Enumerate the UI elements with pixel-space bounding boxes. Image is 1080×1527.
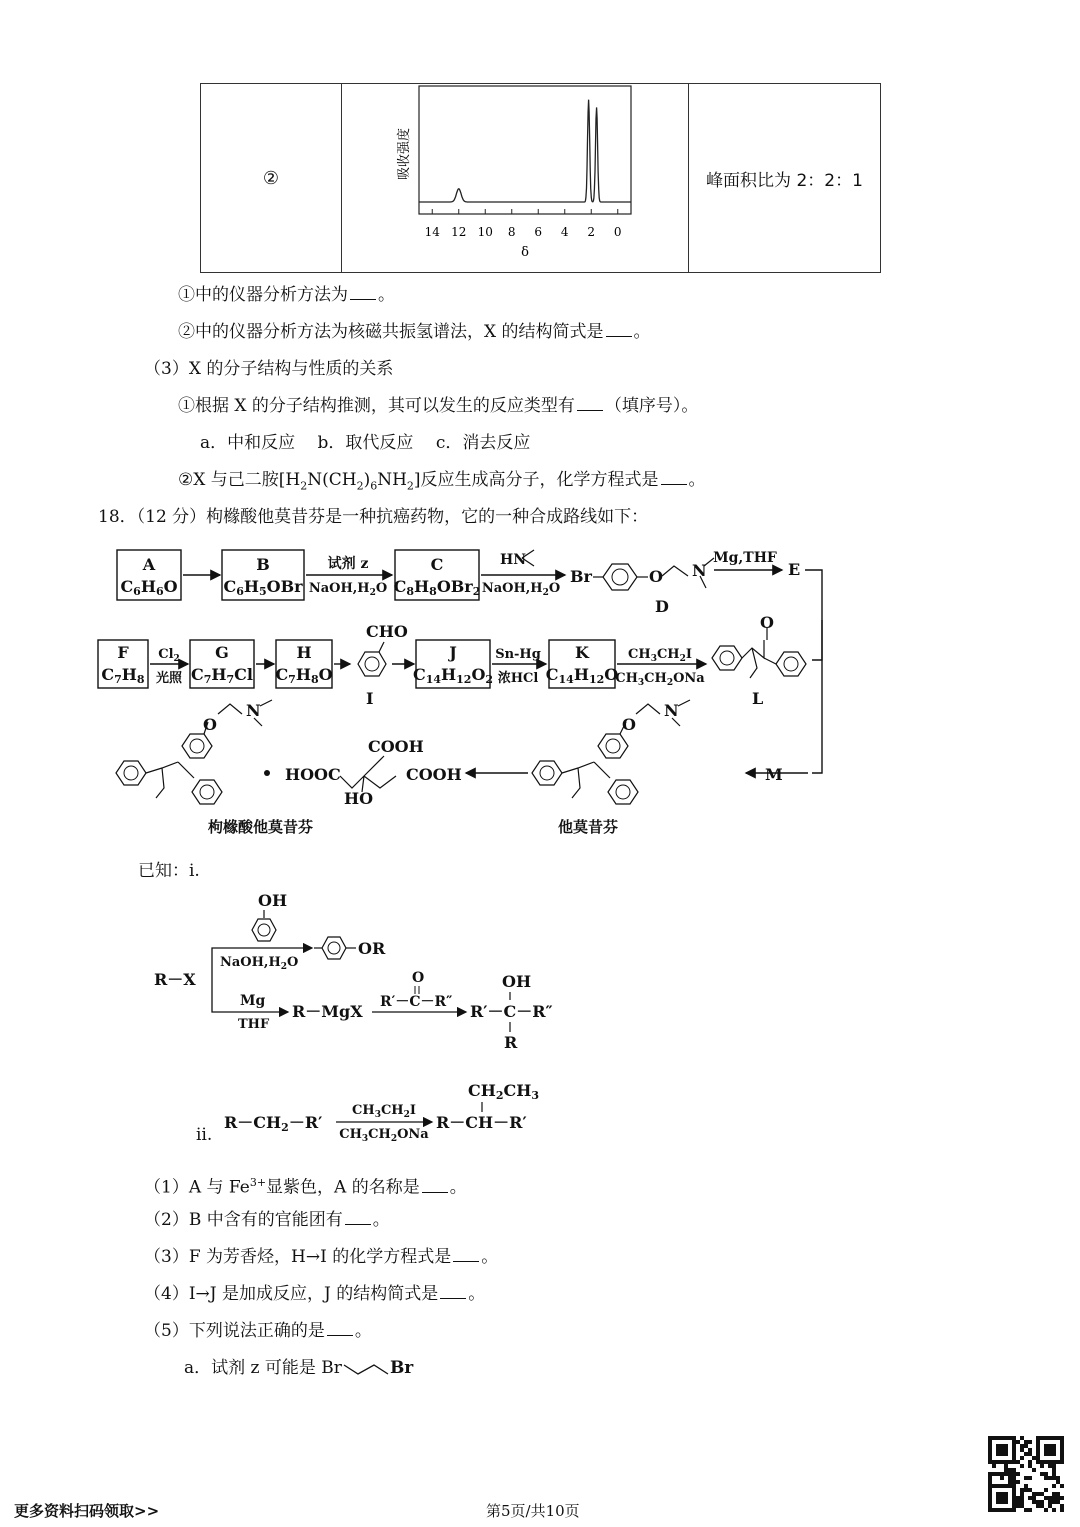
x-tick-label: 2 [587,225,596,239]
ii-ethyl: CH2CH3 [468,1081,540,1102]
answer-blank[interactable] [440,1284,466,1299]
tamoxifen-oxygen: O [622,715,636,734]
q18-s5a: a．试剂 z 可能是 Br Br [184,1358,414,1378]
x-tick-label: 4 [560,225,569,239]
q18-s1: （1）A 与 $Fe^{3+}$显紫色，A 的名称是 。 [144,1176,467,1198]
synthesis-scheme [0,540,1080,850]
answer-blank[interactable] [422,1178,448,1193]
nmr-chart-cell [342,84,689,273]
L-oxygen: O [760,613,774,632]
q17-line1: ①中的仪器分析方法为 。 [178,285,395,305]
y-axis-label: 吸收强度 [397,127,412,181]
label-C: C [430,555,444,574]
tamoxifen-nitrogen: N [664,701,679,720]
label-B: B [256,555,270,574]
label-L: L [752,689,764,708]
ii-left: R－CH2－R′ [224,1113,323,1134]
x-tick-label: 10 [477,225,493,239]
known-reaction-i [140,888,600,1058]
label-G: G [215,643,229,662]
answer-blank[interactable] [350,285,376,300]
reagent-naoh-i: $NaOH,H_2O$ [220,955,299,972]
citric-cooh-right: COOH [406,765,462,784]
reagent-cl2: $Cl_2$ [158,647,180,664]
nmr-spectrum-chart [342,84,688,268]
I-cho: CHO [366,622,408,641]
reagent-etI-2: $CH_3CH_2I$ [352,1103,416,1120]
tamoxifen-name: 他莫昔芬 [558,818,619,836]
x-axis-label: δ [521,245,529,260]
formula-C: C8H8OBr2 [393,577,481,598]
label-K: K [575,643,589,662]
x-tick-label: 0 [613,225,622,239]
citric-hooc: HOOC [285,765,341,784]
D-br: Br [570,567,592,586]
formula-H: C7H8O [275,665,333,686]
reagent-z: 试剂 z [327,556,369,572]
x-tick-label: 6 [534,225,543,239]
answer-blank[interactable] [327,1321,353,1336]
footer-more-resources[interactable]: 更多资料扫码领取>> [14,1502,160,1520]
label-H: H [296,643,312,662]
qr-code-icon[interactable] [988,1436,1064,1512]
x-tick-label: 12 [451,225,467,239]
q18-s2: （2）B 中含有的官能团有 。 [144,1210,390,1230]
rx: R－X [154,970,196,989]
citrate-name: 枸橼酸他莫昔芬 [208,818,314,836]
dibromoethane-zigzag [342,1361,390,1377]
formula-G: C7H7Cl [191,665,253,686]
formula-A: C6H6O [120,577,178,598]
alcohol-r: R [504,1033,518,1052]
alcohol: R′－C－R″ [470,1002,553,1021]
D-nitrogen: N [692,561,707,580]
salt-dot [264,770,270,776]
answer-blank[interactable] [345,1210,371,1225]
known-reaction-ii [220,1072,560,1152]
q17-sub3-1: ①根据 X 的分子结构推测，其可以发生的反应类型有 （填序号）。 [178,396,699,416]
q17-sub3: （3）X 的分子结构与性质的关系 [144,359,394,379]
q18-intro: 18．（12 分）枸橼酸他莫昔芬是一种抗癌药物，它的一种合成路线如下： [98,507,649,527]
x-tick-label: 14 [424,225,440,239]
label-F: F [117,643,129,662]
spectrum-line [419,100,631,202]
citric-cooh-top: COOH [368,737,424,756]
nmr-row-label: ② [201,84,342,273]
label-M: M [765,765,783,784]
reagent-hcl: 浓HCl [497,671,539,686]
label-A: A [142,555,156,574]
nmr-note: 峰面积比为 2：2：1 [689,84,881,273]
ii-right: R－CH－R′ [436,1113,527,1132]
q18-s3: （3）F 为芳香烃，H→I 的化学方程式是 。 [144,1247,499,1267]
answer-blank[interactable] [606,322,632,337]
reagent-hn: HN [500,552,527,568]
ketone-oxygen: O [412,970,425,986]
ketone: R′－C－R″ [380,994,453,1010]
q18-s5: （5）下列说法正确的是 。 [144,1321,372,1341]
formula-J: C14H12O2 [412,665,494,686]
formula-K: C14H12O [545,665,619,686]
reagent-thf: THF [238,1017,270,1032]
q18-s4: （4）I→J 是加成反应，J 的结构简式是 。 [144,1284,486,1304]
reagent-etONa-2: $CH_3CH_2ONa$ [339,1127,429,1144]
reagent-naoh-1: $NaOH,H_2O$ [308,581,388,598]
phenol-oh: OH [258,891,288,910]
label-I: I [366,689,374,708]
reagent-light: 光照 [155,671,183,686]
answer-blank[interactable] [661,470,687,485]
phenyl-ether-or: OR [358,939,386,958]
citric-ho: HO [344,789,374,808]
answer-blank[interactable] [453,1247,479,1262]
label-E: E [788,560,801,579]
answer-blank[interactable] [577,396,603,411]
rmgx: R－MgX [292,1002,363,1021]
q17-sub3-2: ②X 与己二胺$[H_2N(CH_2)_6NH_2]$反应生成高分子，化学方程式是 。 [178,470,706,493]
nmr-table [200,83,881,273]
citrate-nitrogen: N [246,701,261,720]
formula-F: C7H8 [101,665,145,686]
footer-page-number: 第5页/共10页 [486,1502,580,1520]
reagent-etONa-1: $CH_3CH_2ONa$ [615,671,705,688]
label-J: J [449,643,457,662]
known-i-label: 已知：ⅰ. [138,861,200,881]
known-ii-label: ⅱ. [196,1125,213,1145]
reagent-etI-1: $CH_3CH_2I$ [628,647,692,664]
reagent-mg-thf: Mg,THF [713,550,777,566]
reagent-mg: Mg [240,993,266,1009]
label-D: D [655,597,669,616]
D-oxygen: O [649,567,663,586]
x-tick-label: 8 [507,225,516,239]
citrate-oxygen: O [203,715,217,734]
alcohol-oh: OH [502,972,532,991]
reagent-snhg: Sn-Hg [495,647,541,662]
q17-options: a．中和反应 b．取代反应 c．消去反应 [200,433,531,453]
q17-line2: ②中的仪器分析方法为核磁共振氢谱法，X 的结构简式是 。 [178,322,651,342]
formula-B: C6H5OBr [223,577,303,598]
reagent-naoh-2: $NaOH,H_2O$ [481,581,561,598]
